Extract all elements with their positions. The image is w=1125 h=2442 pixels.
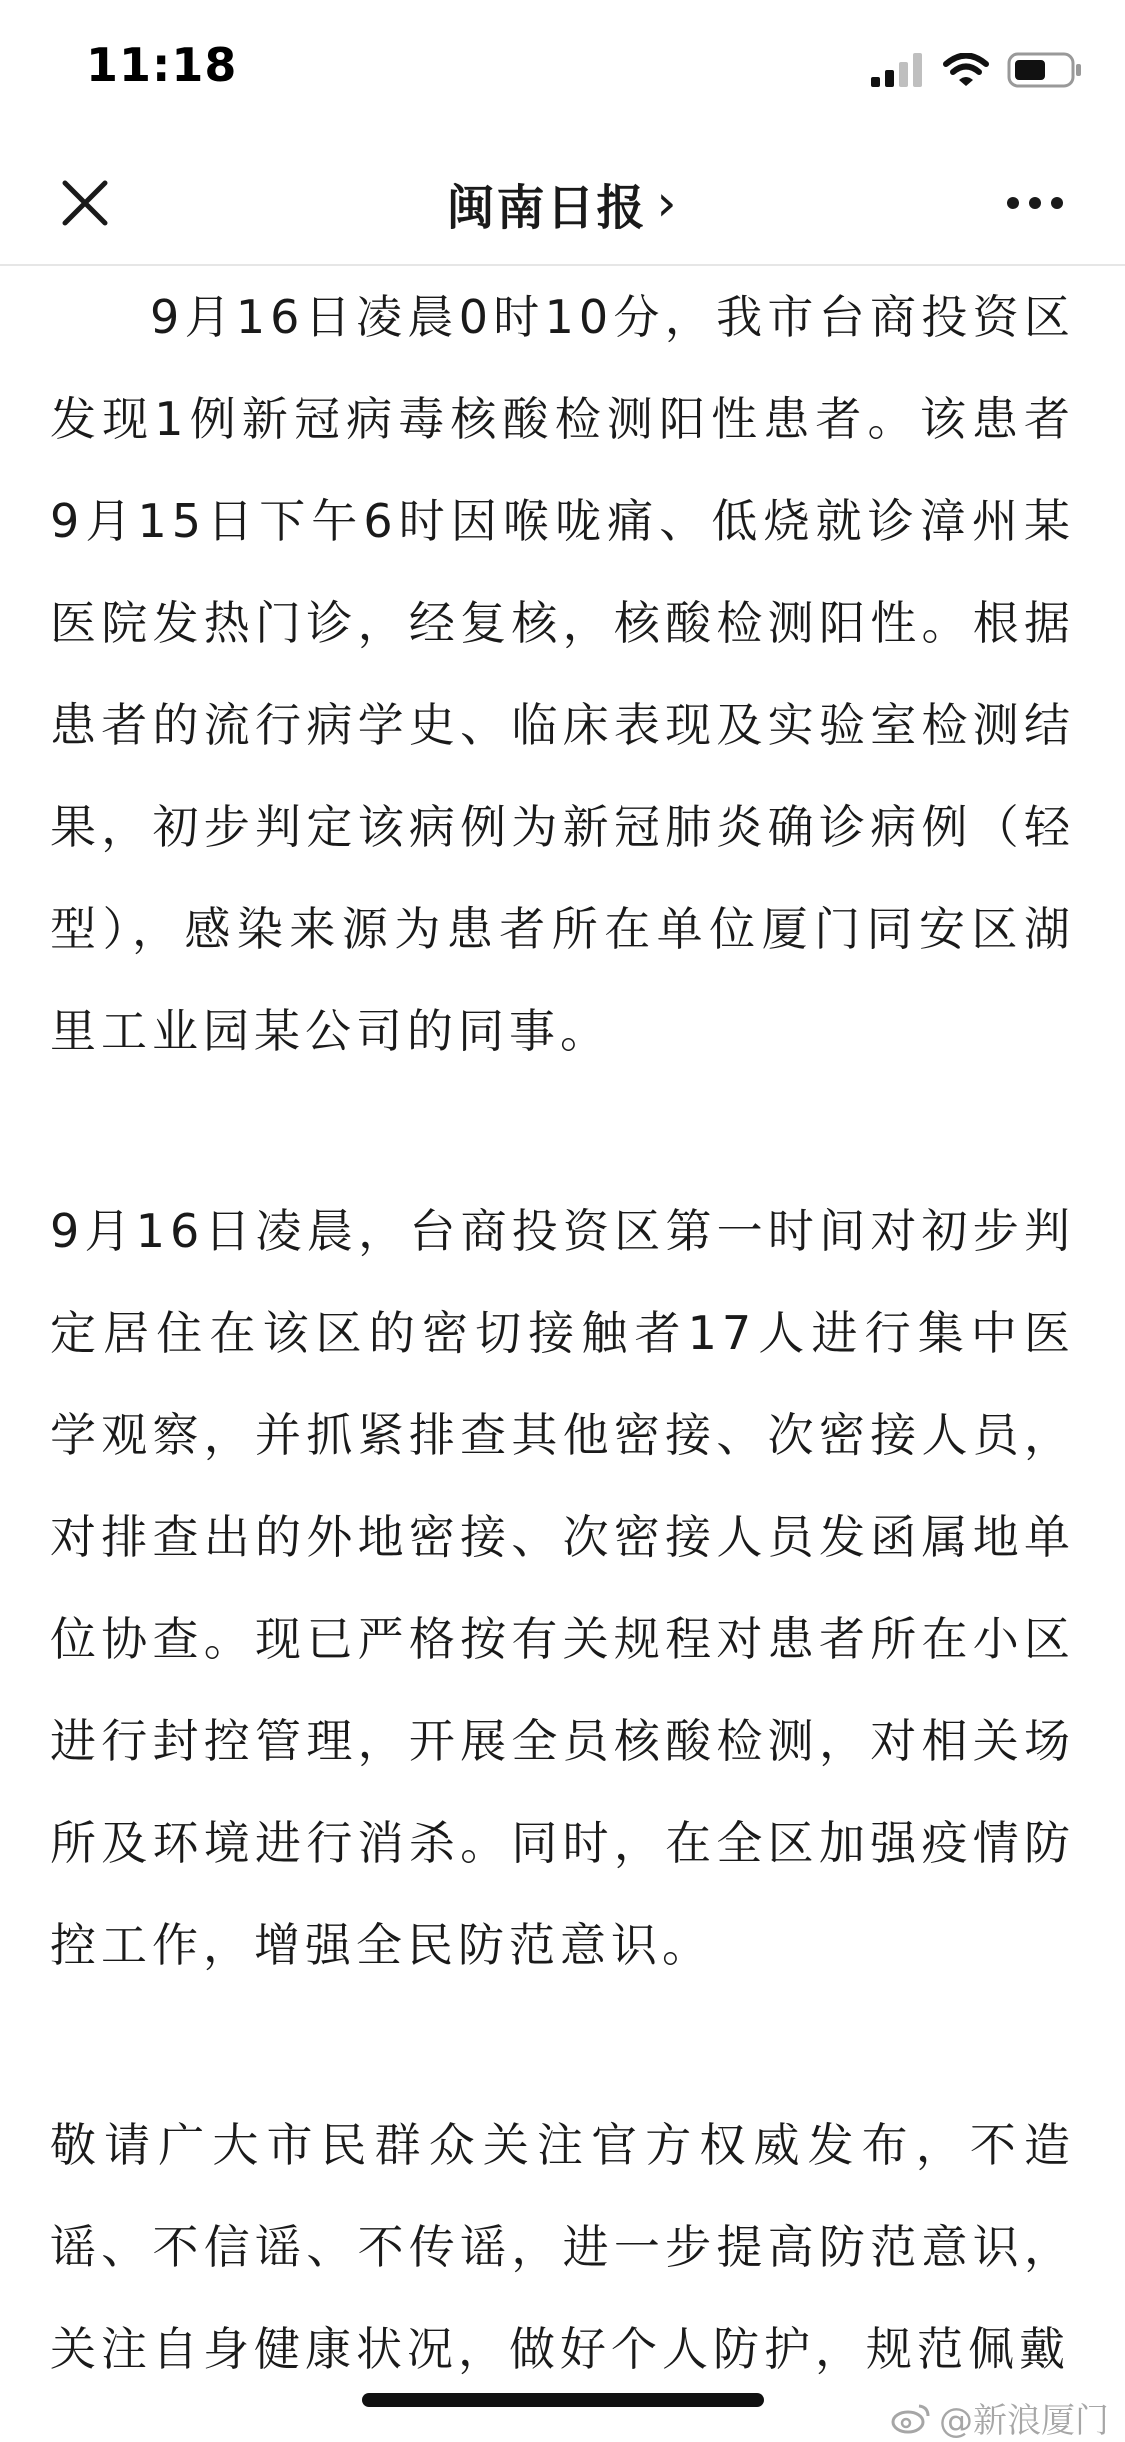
wifi-icon [943,53,989,87]
more-options-button[interactable] [995,168,1075,238]
account-name-link[interactable] [446,169,678,238]
nav-bar [0,140,1125,266]
home-indicator[interactable] [362,2393,764,2407]
page-title: 闽南日报 [446,179,647,236]
cellular-signal-icon [871,53,925,87]
nav-title-container [0,168,1125,238]
article-paragraph: 敬请广大市民群众关注官方权威发布，不造谣、不信谣、不传谣，进一步提高防范意识，关注自身健康状况，做好个人防护，规范佩戴 [50,2118,1075,2376]
article-body [50,266,1075,2400]
weibo-logo-icon [891,2402,931,2434]
article-paragraph: 9月16日凌晨，台商投资区第一时间对初步判定居住在该区的密切接触者17人进行集中医学观察，并抓紧排查其他密接、次密接人员，对排查出的外地密接、次密接人员发函属地单位协查。现已严格按有关规程对患者所在小区进行封控管理，开展全员核酸检测，对相关场所及环境进行消杀。同时，在全区加强疫情防控工作，增强全民防范意识。 [50,1204,1075,1972]
chevron-right-icon: › [656,174,679,232]
status-icons [871,50,1083,90]
watermark [891,2393,1109,2442]
watermark-text: @新浪厦门 [939,2401,1109,2441]
battery-icon [1007,52,1083,88]
close-icon [61,179,109,227]
article-paragraph: 9月16日凌晨0时10分，我市台商投资区发现1例新冠病毒核酸检测阳性患者。该患者9月15日下午6时因喉咙痛、低烧就诊漳州某医院发热门诊，经复核，核酸检测阳性。根据患者的流行病学史、临床表现及实验室检测结果，初步判定该病例为新冠肺炎确诊病例（轻型），感染来源为患者所在单位厦门同安区湖里工业园某公司的同事。 [50,290,1075,1058]
status-bar [0,0,1125,140]
more-icon [1006,196,1064,210]
close-button[interactable] [50,168,120,238]
status-time: 11:18 [86,38,238,92]
